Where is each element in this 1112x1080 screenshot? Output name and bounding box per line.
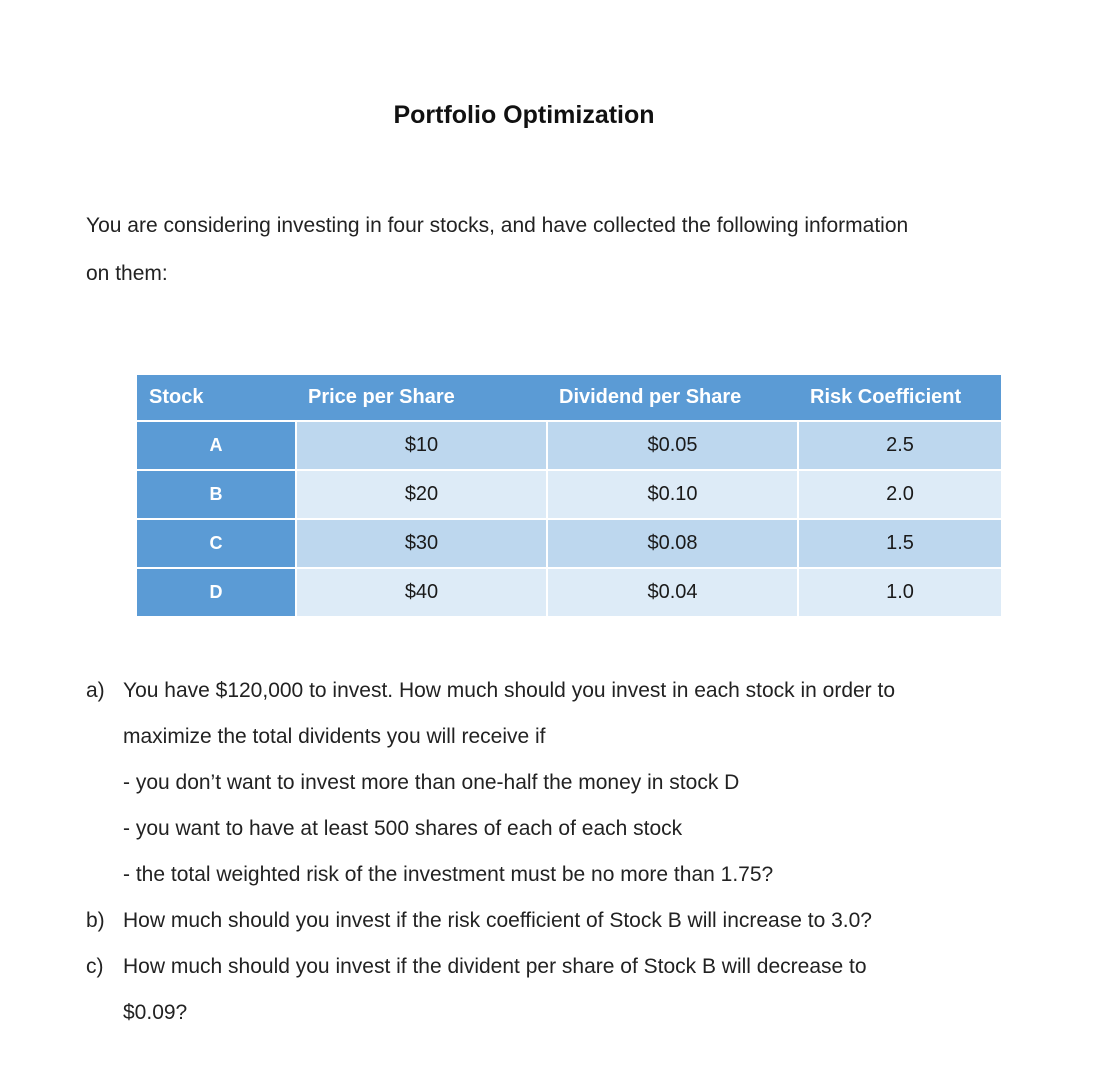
price-cell: $20	[296, 470, 547, 519]
condition-item	[86, 806, 1066, 852]
stock-label: C	[137, 519, 296, 568]
header-price: Price per Share	[296, 375, 547, 421]
stock-table	[137, 375, 1001, 618]
page-title: Portfolio Optimization	[393, 101, 655, 129]
question-c	[86, 944, 1066, 990]
price-cell: $10	[296, 421, 547, 470]
header-stock: Stock	[137, 375, 296, 421]
intro-line: You are considering investing in four stocks, and have collected the following information	[86, 214, 909, 237]
question-a-continued	[86, 714, 1066, 760]
stock-label: D	[137, 568, 296, 617]
dividend-cell: $0.04	[547, 568, 798, 617]
header-risk: Risk Coefficient	[798, 375, 1001, 421]
intro-paragraph	[86, 202, 1046, 298]
risk-cell: 2.5	[798, 421, 1001, 470]
question-list	[86, 668, 1066, 1036]
dividend-cell: $0.08	[547, 519, 798, 568]
table-row	[137, 470, 1001, 519]
header-dividend: Dividend per Share	[547, 375, 798, 421]
risk-cell: 1.5	[798, 519, 1001, 568]
condition-item	[86, 852, 1066, 898]
risk-cell: 2.0	[798, 470, 1001, 519]
intro-line: on them:	[86, 262, 168, 285]
condition-text: - the total weighted risk of the investment must be no more than 1.75?	[123, 863, 774, 886]
question-text: $0.09?	[123, 1001, 188, 1024]
question-a	[86, 668, 1066, 714]
question-marker: c)	[86, 955, 104, 978]
table-header-row	[137, 375, 1001, 421]
price-cell: $40	[296, 568, 547, 617]
table-row	[137, 519, 1001, 568]
stock-label: A	[137, 421, 296, 470]
dividend-cell: $0.10	[547, 470, 798, 519]
condition-item	[86, 760, 1066, 806]
question-b	[86, 898, 1066, 944]
table-row	[137, 421, 1001, 470]
question-text: maximize the total dividents you will receive if	[123, 725, 546, 748]
price-cell: $30	[296, 519, 547, 568]
table-row	[137, 568, 1001, 617]
question-marker: b)	[86, 909, 105, 932]
question-text: You have $120,000 to invest. How much should you invest in each stock in order to	[123, 679, 896, 702]
condition-text: - you don’t want to invest more than one-half the money in stock D	[123, 771, 740, 794]
condition-text: - you want to have at least 500 shares of each of each stock	[123, 817, 683, 840]
question-text: How much should you invest if the risk coefficient of Stock B will increase to 3.0?	[123, 909, 872, 932]
risk-cell: 1.0	[798, 568, 1001, 617]
question-marker: a)	[86, 679, 105, 702]
question-c-continued	[86, 990, 1066, 1036]
stock-label: B	[137, 470, 296, 519]
dividend-cell: $0.05	[547, 421, 798, 470]
question-text: How much should you invest if the divident per share of Stock B will decrease to	[123, 955, 867, 978]
